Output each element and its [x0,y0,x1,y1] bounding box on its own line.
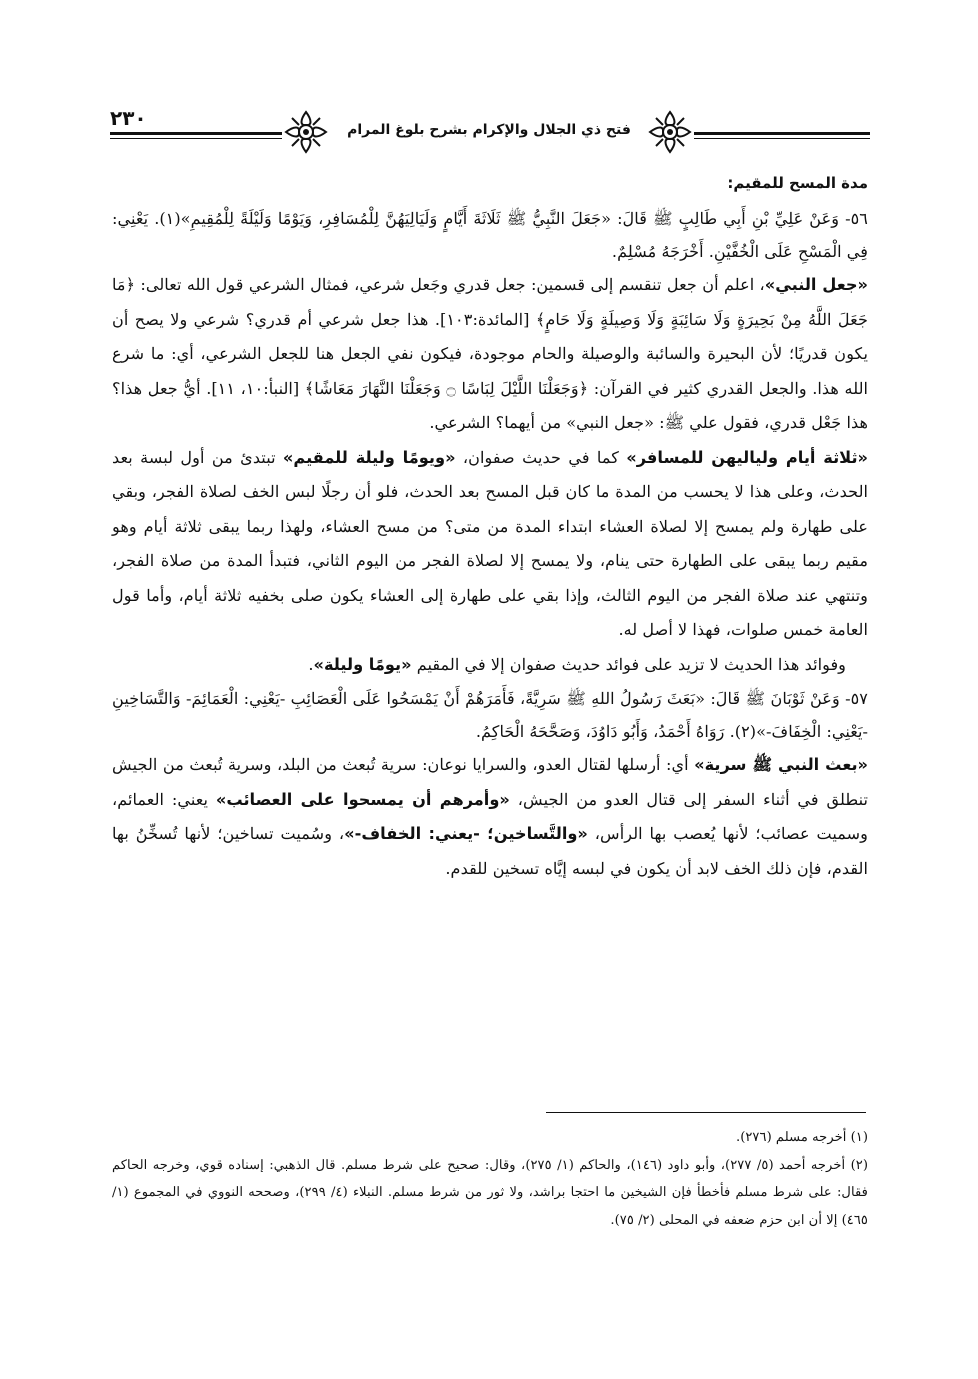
header-rule-left-thin [110,138,282,139]
paragraph-text: كما في حديث صفوان، [455,447,627,467]
page-number: ٢٣٠ [110,106,147,130]
quote-lead: «والتَّساخين؛ -يعني: الخفاف-» [344,824,588,843]
commentary-paragraph-4 [112,748,868,886]
paragraph-text: يعني: العمائم، وسميت عصائب؛ لأنها يُعصب بها الرأس، [112,789,868,843]
commentary-paragraph-2 [112,441,868,648]
commentary-paragraph-3 [112,648,868,683]
paragraph-text: وفوائد هذا الحديث لا تزيد على فوائد حديث صفوان إلا في المقيم [411,654,846,674]
header-rule-left [110,132,282,135]
quote-lead: «ثلاثة أيام ولياليهن للمسافر» [626,447,868,467]
page-header [110,104,870,160]
quote-lead: «ويومًا وليلة للمقيم» [282,447,456,467]
floral-ornament-icon [282,108,330,156]
paragraph-text: أي: أرسلها لقتال العدو، والسرايا نوعان: سرية تُبعث من البلد، وسرية تُبعث من الجيش تنطلق في أثناء السفر إلى قتال العدو من الجيش، [112,755,869,809]
quote-lead: «جعل النبي» [764,275,868,294]
paragraph-text: ، وسُميت تساخين؛ لأنها تُسخِّنُ بها القدم، فإن ذلك الخف لابد أن يكون في لبسه إيَّاه تسخين للقدم. [112,824,868,878]
paragraph-text: ، اعلم أن جعل تنقسم إلى قسمين: جعل قدري وجَعل شرعي، فمثال الشرعي قول الله تعالى: ﴿مَا جَعَلَ اللَّهُ مِنْ بَحِيرَةٍ وَلَا سَائِبَةٍ وَلَا وَصِيلَةٍ وَلَا حَامٍ﴾ [المائدة:١٠٣]. هذا جعل شرعي أم قدري؟ شرعي ولا يصح أن يكون قدريًا؛ لأن البحيرة والسائبة والوصيلة والحام موجودة، فيكون نفي الجعل هنا للجعل الشرعي، أي: ما شرع الله هذا. والجعل القدري كثير في القرآن: ﴿وَجَعَلْنَا اللَّيْلَ لِبَاسًا ۝ وَجَعَلْنَا النَّهَارَ مَعَاشًا﴾ [النبأ:١٠، ١١]. أيُّ جعل هذا؟ هذا جَعْل قدري، فقول علي ﷺ: «جعل النبي» من أيهما؟ الشرعي. [112,275,868,432]
paragraph-text: تبتدئ من أول لبسة بعد الحدث، وعلى هذا لا يحسب من المدة ما كان قبل المسح بعد الحدث، فلو أن رجلًا لبس الخف لصلاة الفجر، وبقي على طهارة ولم يمسح إلا لصلاة العشاء ابتداء المدة من متى؟ من مسح العشاء، ولهذا ربما يبقى ثلاثة أيام وهو مقيم ربما يبقى على الطهارة حتى ينام، ولا يمسح إلا لصلاة الفجر من اليوم الثاني، فتبدأ المدة من صلاة الفجر، وتنتهي عند صلاة الفجر من اليوم الثالث، وإذا بقي على طهارة إلى العشاء يكون صلى بخفيه ثلاثة أيام، وأما قول العامة خمس صلوات، فهذا لا أصل له. [112,447,868,639]
quote-lead: «يومًا وليلة» [313,654,412,674]
paragraph-text: . [308,654,314,674]
running-title: فتح ذي الجلال والإكرام بشرح بلوغ المرام [347,122,631,138]
footnote-1: (١) أخرجه مسلم (٢٧٦). [736,1130,868,1145]
header-rule-right [694,132,870,135]
footnotes [112,1124,868,1234]
header-rule-right-thin [694,138,870,139]
hadith-56: ٥٦- وَعَنْ عَلِيِّ بْنِ أَبِي طَالِبٍ ﷺ قَالَ: «جَعَلَ النَّبِيُّ ﷺ ثَلَاثَةَ أَيَّامٍ وَلَيَالِيَهُنَّ لِلْمُسَافِرِ، وَيَوْمًا وَلَيْلَةً لِلْمُقِيمِ»(١). يَعْنِي: فِي الْمَسْحِ عَلَى الْخُفَّيْنِ. أَخْرَجَهُ مُسْلِمٌ. [112,209,868,261]
footnote-2: (٢) أخرجه أحمد (٥/ ٢٧٧)، وأبو داود (١٤٦)، والحاكم (١/ ٢٧٥)، وقال: صحيح على شرط مسلم. قال الذهبي: إسناده قوي، وخرجه الحاكم فقال: على شرط مسلم فأخطأ فإن الشيخين ما احتجا براشد، ولا ثور من شرط مسلم. النبلاء (٤/ ٢٩٩)، وصححه النووي في المجموع (١/ ٤٦٥) إلا أن ابن حزم ضعفه في المحلى (٢/ ٧٥). [112,1157,868,1228]
footnote-separator [546,1112,866,1113]
floral-ornament-icon [646,108,694,156]
hadith-57: ٥٧- وَعَنْ ثَوْبَانَ ﷺ قَالَ: «بَعَثَ رَسُولُ اللهِ ﷺ سَرِيَّةً، فَأَمَرَهُمْ أَنْ يَمْسَحُوا عَلَى الْعَصَائِبِ -يَعْنِي: الْعَمَائِمَ- وَالتَّسَاخِينِ -يَعْنِي: الْخِفَافَ-»(٢). رَوَاهُ أَحْمَدُ، وَأَبُو دَاوُدَ، وَصَحَّحَهُ الْحَاكِمُ. [112,689,868,741]
quote-lead: «وأمرهم أن يمسحوا على العصائب» [215,789,510,809]
quote-lead: «بعث النبي ﷺ سرية» [694,755,868,774]
commentary-paragraph-1 [112,268,868,441]
page-body [112,174,868,886]
section-title: مدة المسح للمقيم: [727,174,868,192]
